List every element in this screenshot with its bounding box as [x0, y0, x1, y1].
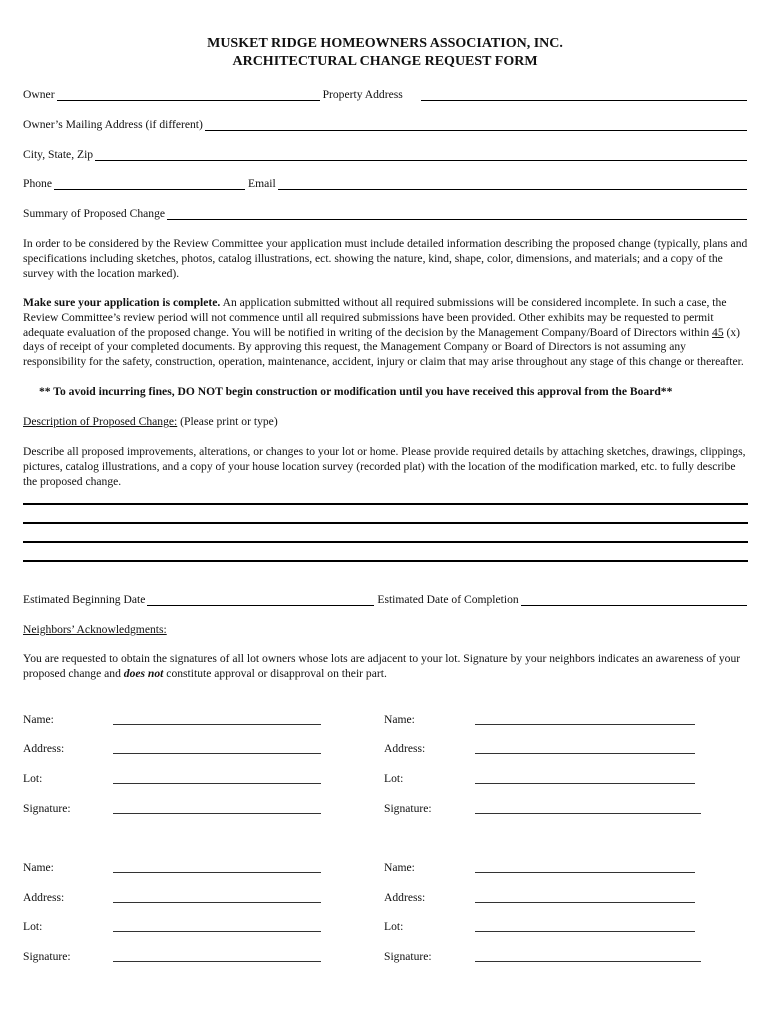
neighbor-1-lot-field[interactable]: [113, 783, 321, 784]
neighbor-2-name-field[interactable]: [475, 724, 695, 725]
neighbor-2-signature-label: Signature:: [384, 802, 432, 815]
completion-date-label: Estimated Date of Completion: [377, 593, 519, 606]
review-days: 45: [712, 325, 724, 339]
intro-paragraph: In order to be considered by the Review Committee your application must include detailed information describing the proposed change (typically, plans and specifications including sketches, photos, catalog illustrations, ect. showing the nature, kind, shape, color, dimensions, and materials; and a copy of the survey with the location marked).: [23, 237, 748, 280]
dates-row: [23, 593, 747, 606]
neighbor-3-address-field[interactable]: [113, 902, 321, 903]
owner-row: [23, 88, 747, 101]
form-title-line1: MUSKET RIDGE HOMEOWNERS ASSOCIATION, INC.: [207, 36, 563, 51]
email-label: Email: [247, 177, 276, 190]
mailing-row: [23, 118, 747, 131]
neighbor-4-signature-label: Signature:: [384, 950, 432, 963]
phone-label: Phone: [23, 177, 52, 190]
neighbor-3-name-label: Name:: [23, 861, 54, 874]
neighbor-3-lot-label: Lot:: [23, 920, 43, 933]
summary-field[interactable]: [167, 207, 747, 220]
neighbor-3-lot-field[interactable]: [113, 931, 321, 932]
neighbor-1-lot-label: Lot:: [23, 772, 43, 785]
neighbor-2-address-field[interactable]: [475, 753, 695, 754]
city-state-zip-label: City, State, Zip: [23, 148, 94, 161]
neighbor-2-name-label: Name:: [384, 713, 415, 726]
neighbor-3-name-field[interactable]: [113, 872, 321, 873]
email-field[interactable]: [278, 177, 747, 190]
owner-field[interactable]: [57, 88, 320, 101]
property-address-field[interactable]: [421, 88, 747, 101]
neighbors-paragraph: [23, 652, 748, 682]
description-note: (Please print or type): [177, 415, 278, 428]
neighbor-1-signature-field[interactable]: [113, 813, 321, 814]
neighbor-1-name-field[interactable]: [113, 724, 321, 725]
neighbor-4-address-label: Address:: [384, 891, 426, 904]
neighbor-1-address-label: Address:: [23, 742, 65, 755]
description-line-3[interactable]: [23, 541, 748, 543]
neighbor-4-signature-field[interactable]: [475, 961, 701, 962]
phone-row: [23, 177, 747, 190]
neighbor-3-signature-field[interactable]: [113, 961, 321, 962]
mailing-address-label: Owner’s Mailing Address (if different): [23, 118, 203, 131]
neighbors-text-1: You are requested to obtain the signatures of all lot owners whose lots are adjacent to your lot. Signature by your neighbors indicates an awareness of your proposed change and: [23, 652, 741, 680]
completion-date-field[interactable]: [521, 593, 747, 606]
description-line-1[interactable]: [23, 503, 748, 505]
beginning-date-label: Estimated Beginning Date: [23, 593, 146, 606]
neighbor-1-address-field[interactable]: [113, 753, 321, 754]
complete-text-1: An application submitted without all required submissions will be considered incomplete. In such a case, the Review Committee’s review period will not commence until all required submissions have been provided. Other exhibits may be requested to permit adequate evaluation of the proposed change. You will be notified in writing of the decision by the Management Company/Board of Directors within: [23, 296, 727, 339]
description-heading-label: Description of Proposed Change:: [23, 415, 178, 428]
mailing-address-field[interactable]: [205, 118, 747, 131]
property-address-label: Property Address: [322, 88, 403, 101]
city-row: [23, 148, 747, 161]
does-not-emphasis: does not: [123, 666, 164, 680]
complete-text-2: (x) days of receipt of your completed documents. By approving this request, the Management Company or Board of Directors is not assuming any responsibility for the safety, construction, operation, maintenance, accident, injury or claim that may arise throughout any stage of this change or thereafter.: [23, 325, 744, 369]
neighbor-3-address-label: Address:: [23, 891, 65, 904]
city-state-zip-field[interactable]: [95, 148, 747, 161]
form-title-line2: ARCHITECTURAL CHANGE REQUEST FORM: [232, 54, 538, 69]
neighbor-4-lot-label: Lot:: [384, 920, 404, 933]
neighbors-heading: Neighbors’ Acknowledgments:: [23, 623, 167, 636]
description-line-4[interactable]: [23, 560, 748, 562]
phone-field[interactable]: [54, 177, 245, 190]
neighbor-2-signature-field[interactable]: [475, 813, 701, 814]
neighbor-4-address-field[interactable]: [475, 902, 695, 903]
summary-label: Summary of Proposed Change: [23, 207, 166, 220]
summary-row: [23, 207, 747, 220]
neighbor-2-lot-field[interactable]: [475, 783, 695, 784]
neighbor-3-signature-label: Signature:: [23, 950, 71, 963]
neighbors-text-2: constitute approval or disapproval on their part.: [163, 666, 387, 680]
fines-warning: ** To avoid incurring fines, DO NOT begin construction or modification until you have received this approval from the Board**: [39, 385, 673, 398]
neighbor-4-lot-field[interactable]: [475, 931, 695, 932]
owner-label: Owner: [23, 88, 55, 101]
beginning-date-field[interactable]: [147, 593, 374, 606]
description-heading: [23, 415, 748, 430]
neighbor-4-name-label: Name:: [384, 861, 415, 874]
complete-paragraph: [23, 296, 748, 370]
neighbor-1-signature-label: Signature:: [23, 802, 71, 815]
description-line-2[interactable]: [23, 522, 748, 524]
neighbor-2-address-label: Address:: [384, 742, 426, 755]
complete-bold: Make sure your application is complete.: [23, 296, 221, 309]
neighbor-2-lot-label: Lot:: [384, 772, 404, 785]
description-paragraph: Describe all proposed improvements, alterations, or changes to your lot or home. Please provide required details by attaching sketches, drawings, clippings, pictures, catalog illustrations, and a copy of your house location survey (recorded plat) with the location of the modification marked, etc. to fully describe the proposed change.: [23, 445, 746, 488]
neighbor-4-name-field[interactable]: [475, 872, 695, 873]
neighbor-1-name-label: Name:: [23, 713, 54, 726]
